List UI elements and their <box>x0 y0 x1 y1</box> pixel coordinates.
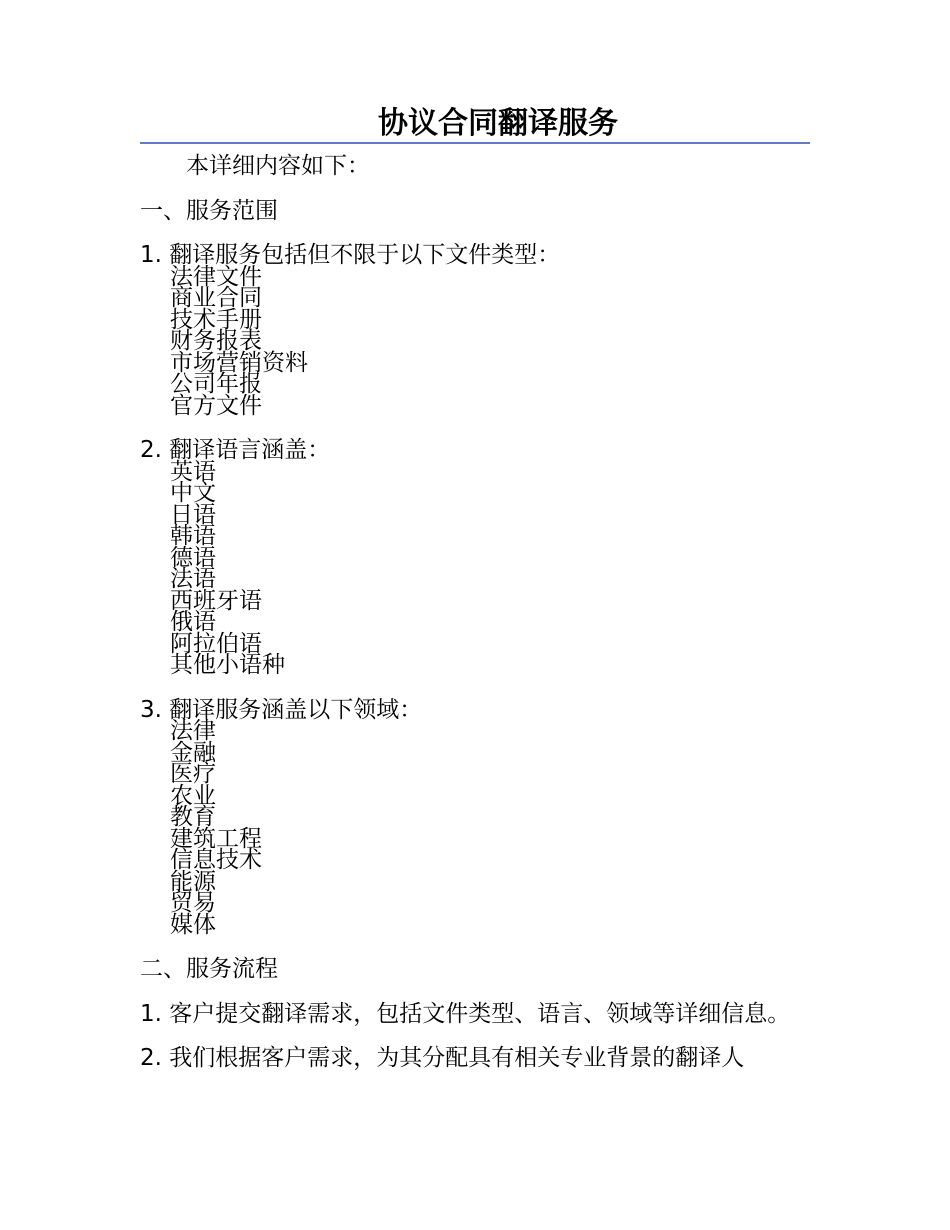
section-heading-service-scope: 一、服务范围 <box>140 197 278 224</box>
list-item: 西班牙语 <box>170 587 262 614</box>
list-item: 英语 <box>170 458 216 485</box>
list-item: 阿拉伯语 <box>170 630 262 657</box>
list-item: 法律文件 <box>170 263 262 290</box>
language-list <box>140 458 810 678</box>
list-item: 日语 <box>170 501 216 528</box>
title-underline <box>140 100 810 144</box>
document-page <box>140 0 810 1230</box>
list-item: 官方文件 <box>170 392 262 419</box>
process-paragraph: 2. 我们根据客户需求，为其分配具有相关专业背景的翻译人 <box>140 1045 745 1071</box>
item-title: 3. 翻译服务涵盖以下领域： <box>140 696 423 723</box>
intro-text: 本详细内容如下： <box>186 153 370 179</box>
list-item: 金融 <box>170 739 216 766</box>
list-item: 公司年报 <box>170 371 262 397</box>
list-item: 中文 <box>170 480 216 506</box>
list-item: 技术手册 <box>170 306 262 333</box>
list-item: 媒体 <box>170 911 216 938</box>
list-item: 德语 <box>170 544 216 571</box>
scope-item-languages <box>140 437 810 678</box>
list-item: 法律 <box>170 718 216 744</box>
list-item: 市场营销资料 <box>170 349 308 376</box>
list-item: 法语 <box>170 566 216 592</box>
scope-item-file-types <box>140 242 810 419</box>
list-item: 俄语 <box>170 609 216 635</box>
list-item: 医疗 <box>170 761 216 787</box>
section-heading-service-process: 二、服务流程 <box>140 956 278 982</box>
list-item: 韩语 <box>170 523 216 549</box>
process-paragraph: 1. 客户提交翻译需求，包括文件类型、语言、领域等详细信息。 <box>140 1000 791 1027</box>
list-item: 建筑工程 <box>170 825 262 852</box>
list-item: 贸易 <box>170 890 216 916</box>
field-list <box>140 718 810 938</box>
list-item: 信息技术 <box>170 847 262 873</box>
file-type-list <box>140 263 810 419</box>
item-title: 1. 翻译服务包括但不限于以下文件类型： <box>140 242 561 268</box>
document-title: 协议合同翻译服务 <box>378 106 618 141</box>
list-item: 财务报表 <box>170 328 262 354</box>
list-item: 其他小语种 <box>170 652 285 678</box>
list-item: 教育 <box>170 804 216 830</box>
document-body <box>140 153 810 1093</box>
list-item: 商业合同 <box>170 285 262 311</box>
list-item: 农业 <box>170 782 216 809</box>
list-item: 能源 <box>170 868 216 895</box>
scope-item-fields <box>140 696 810 938</box>
item-title: 2. 翻译语言涵盖： <box>140 437 331 463</box>
